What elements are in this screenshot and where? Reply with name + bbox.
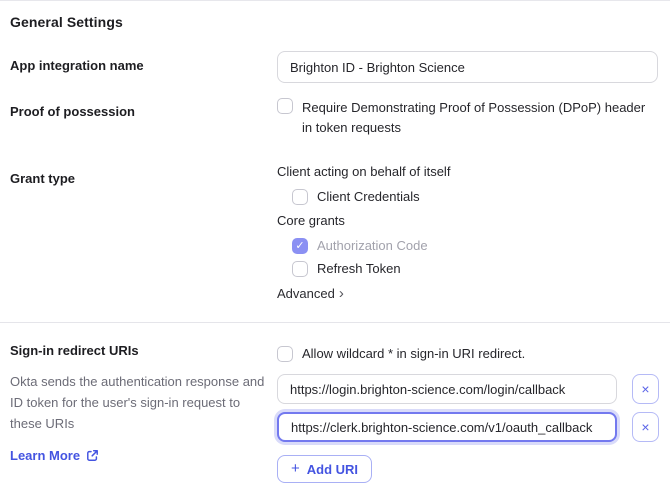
- chevron-right-icon: ›: [338, 284, 344, 302]
- app-integration-name-label: App integration name: [10, 58, 144, 73]
- sign-in-redirect-row: [10, 341, 658, 483]
- proof-of-possession-label: Proof of possession: [10, 104, 135, 119]
- redirect-uri-row-1: [277, 374, 659, 404]
- dpop-checkbox[interactable]: [277, 98, 293, 114]
- grant-group2-options: [277, 237, 658, 277]
- sign-in-redirect-description: Okta sends the authentication response and ID token for the user's sign-in request to these URIs: [10, 374, 265, 431]
- page-title: General Settings: [10, 14, 123, 30]
- wildcard-checkbox[interactable]: [277, 346, 293, 362]
- add-uri-button[interactable]: [277, 455, 372, 483]
- redirect-uri-input-2[interactable]: [277, 412, 617, 442]
- redirect-uri-input-1[interactable]: [277, 374, 617, 404]
- authorization-code-label: Authorization Code: [317, 238, 428, 253]
- app-integration-name-row: [10, 51, 658, 83]
- grant-group2-title: Core grants: [277, 213, 345, 228]
- proof-of-possession-row: [10, 97, 658, 138]
- redirect-uri-row-2: [277, 412, 659, 442]
- app-integration-name-field-wrap: [277, 51, 658, 83]
- client-credentials-checkbox[interactable]: [292, 189, 308, 205]
- grant-type-row: [10, 164, 658, 301]
- add-uri-button-label: Add URI: [306, 461, 359, 477]
- authorization-code-checkbox[interactable]: ✓: [292, 238, 308, 254]
- app-integration-name-input[interactable]: [277, 51, 658, 83]
- dpop-checkbox-label: Require Demonstrating Proof of Possession (DPoP) header in token requests: [302, 100, 646, 135]
- learn-more-link[interactable]: [10, 448, 99, 463]
- authorization-code-row: [292, 237, 658, 254]
- refresh-token-checkbox[interactable]: [292, 261, 308, 277]
- close-icon: ×: [641, 419, 650, 435]
- client-credentials-label: Client Credentials: [317, 189, 420, 204]
- grant-group1-options: [277, 188, 658, 205]
- remove-uri-button-1[interactable]: [632, 374, 659, 404]
- wildcard-checkbox-label: Allow wildcard * in sign-in URI redirect.: [302, 346, 526, 361]
- wildcard-checkbox-row: [277, 345, 659, 362]
- sign-in-redirect-controls: [277, 341, 659, 483]
- sign-in-redirect-label: Sign-in redirect URIs: [10, 343, 139, 358]
- refresh-token-label: Refresh Token: [317, 261, 401, 276]
- external-link-icon: [86, 449, 99, 462]
- advanced-link[interactable]: [277, 286, 344, 301]
- refresh-token-row: [292, 260, 658, 277]
- advanced-link-label: Advanced: [277, 286, 335, 301]
- grant-type-options: [277, 164, 658, 301]
- sign-in-redirect-info: [10, 341, 277, 463]
- plus-icon: +: [291, 460, 300, 477]
- section-divider: [0, 322, 670, 323]
- close-icon: ×: [641, 381, 650, 397]
- dpop-checkbox-row: [277, 97, 658, 138]
- learn-more-label: Learn More: [10, 448, 81, 463]
- grant-group1-title: Client acting on behalf of itself: [277, 164, 451, 179]
- client-credentials-row: [292, 188, 658, 205]
- grant-type-label: Grant type: [10, 171, 76, 186]
- remove-uri-button-2[interactable]: [632, 412, 659, 442]
